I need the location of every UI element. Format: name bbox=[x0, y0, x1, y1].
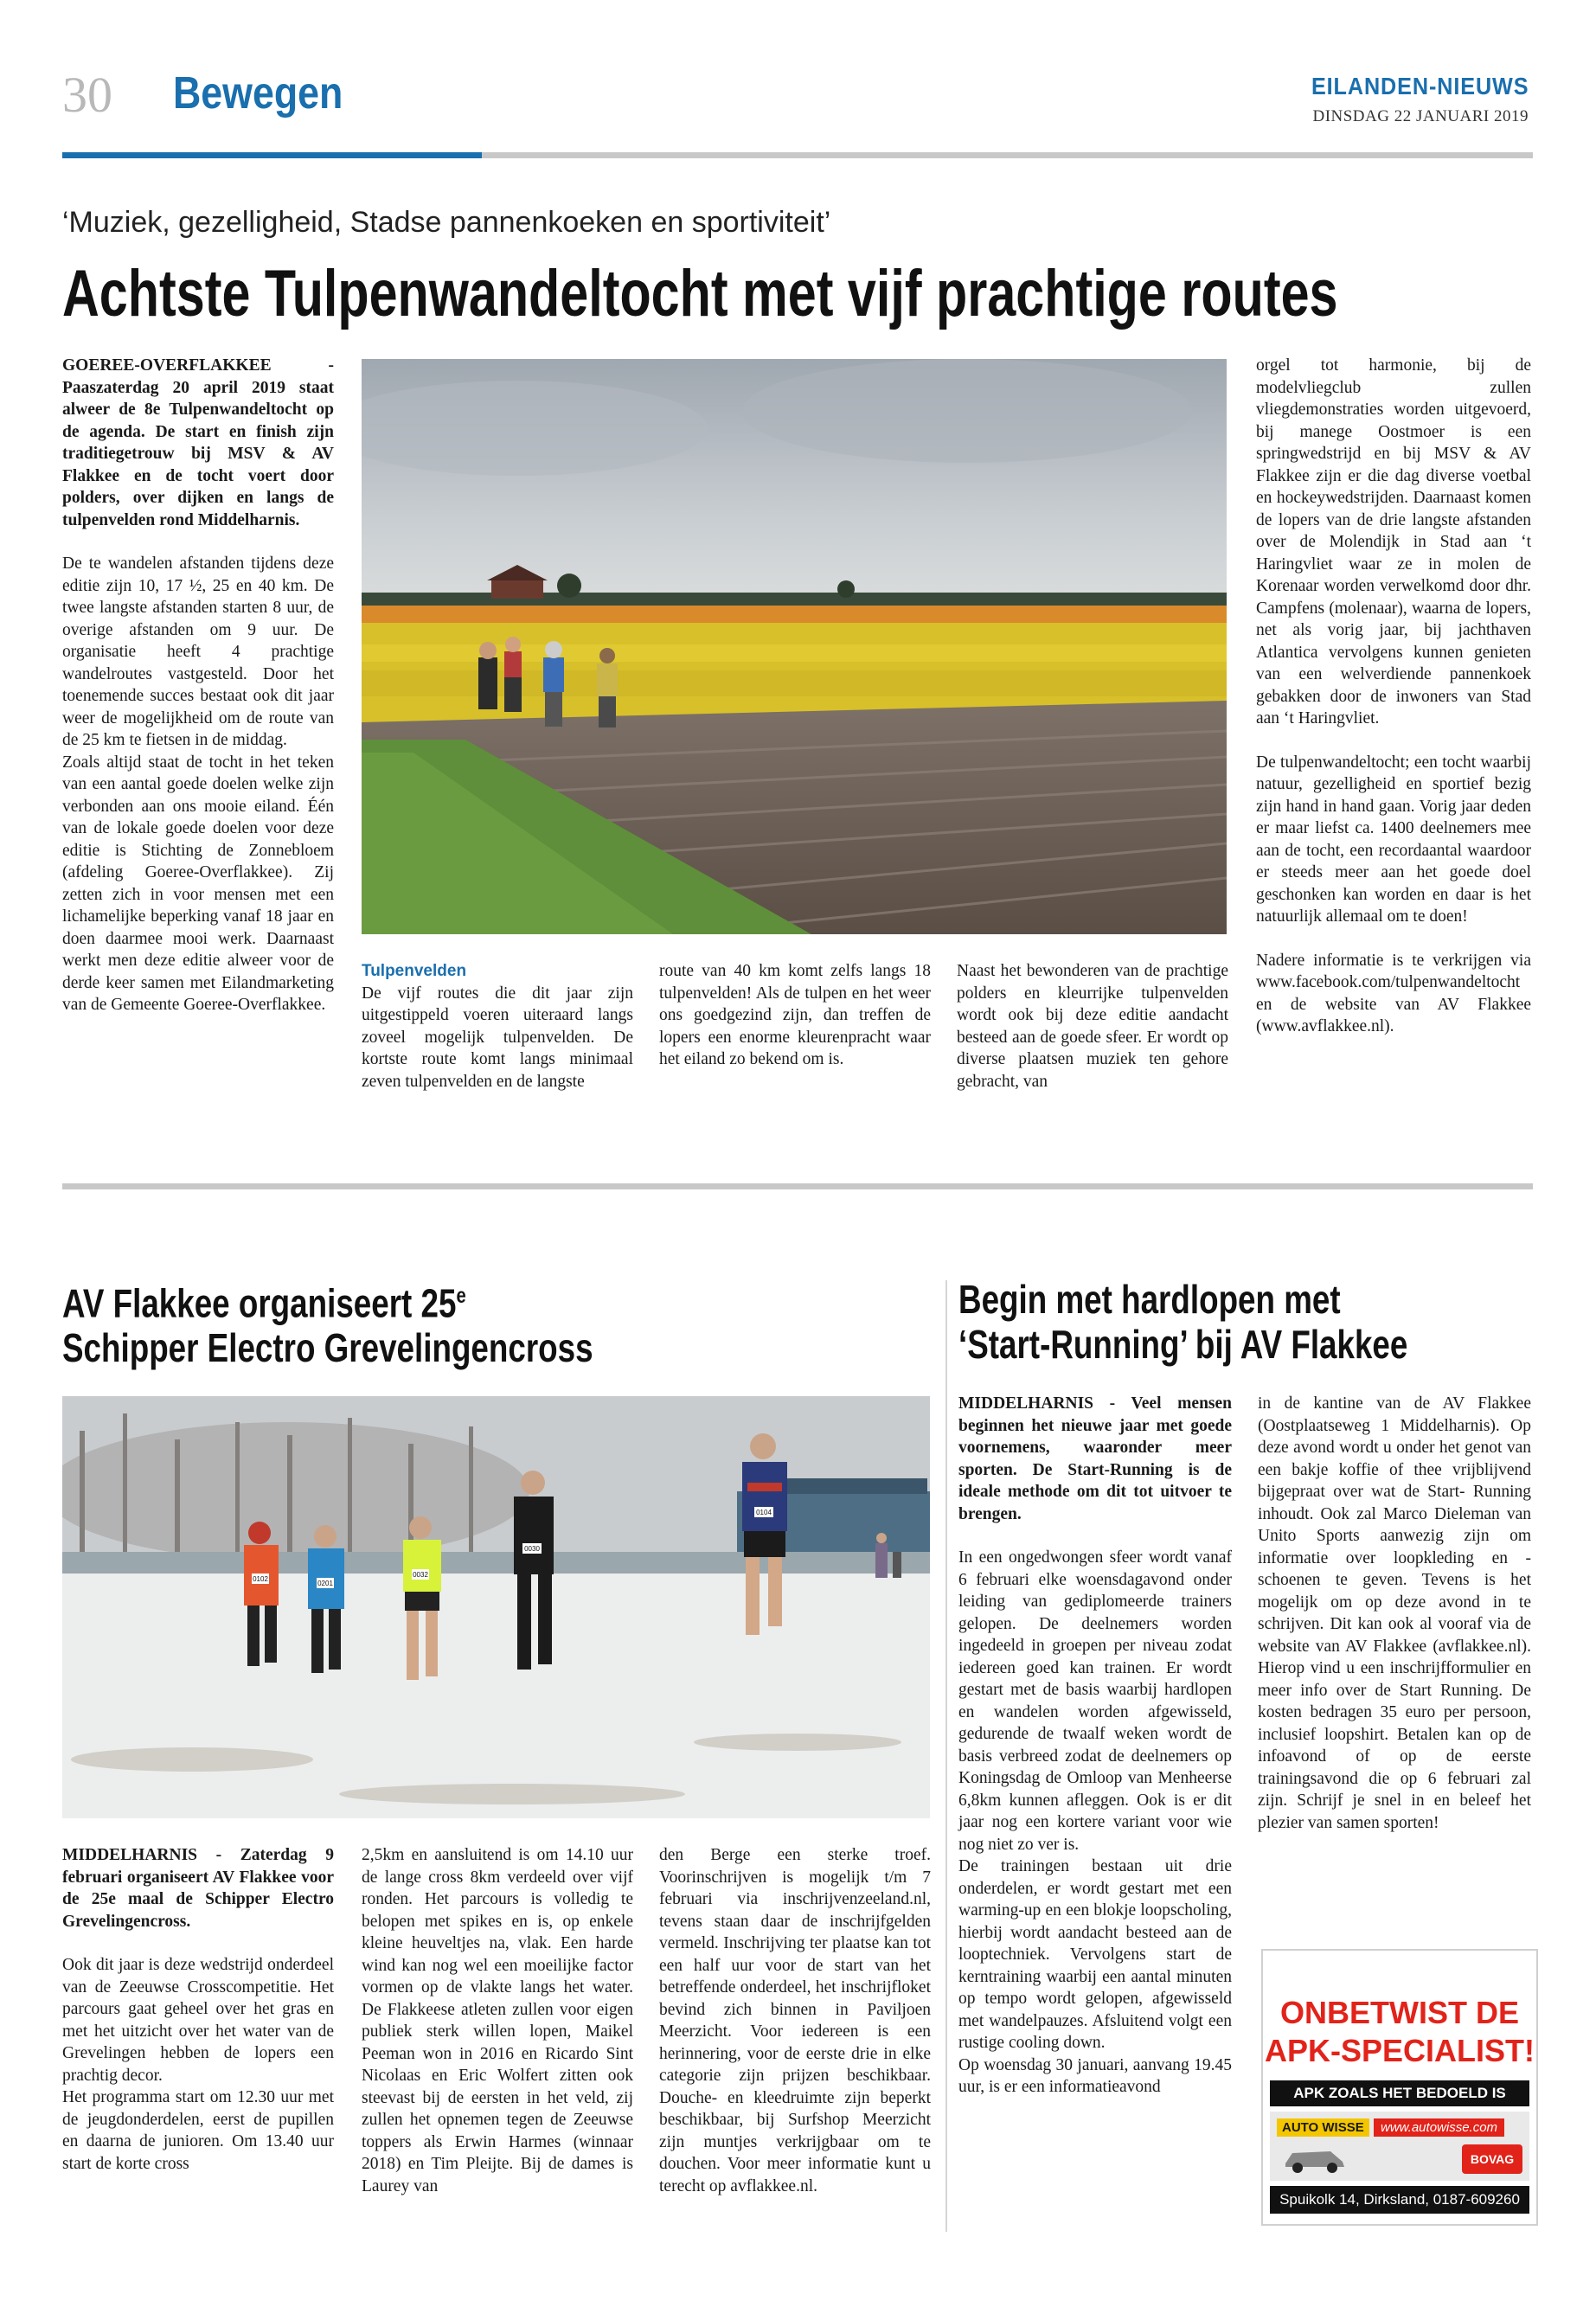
article-paragraph: De vijf routes die dit jaar zijn uitgestippeld voeren uiteraard langs zoveel mogelijk tulpenvelden. De kortste route komt langs minimaal zeven tulpenvelden en de langste bbox=[362, 984, 633, 1091]
bib-number: 0032 bbox=[413, 1571, 428, 1579]
article2-paragraph: Ook dit jaar is deze wedstrijd onderdeel van de Zeeuwse Crosscompetitie. Het parcours gaat geheel over het gras en met het uitzicht over het water van de Grevelingen hebben de lopers een prachtig decor. Het programma start om 12.30 uur met de jeugdonderdelen, eerst de pupillen en daarna de junioren. Om 13.40 uur start de korte cross bbox=[62, 1956, 334, 2173]
bib-number: 0102 bbox=[253, 1575, 268, 1583]
subhead-tulpenvelden: Tulpenvelden bbox=[362, 962, 467, 980]
article-paragraph: Naast het bewonderen van de prachtige polders en kleurrijke tulpenvelden wordt ook bij deze editie aandacht besteed aan de goede sfeer. Er wordt op diverse plaatsen muziek ten gehore gebracht, van bbox=[957, 962, 1228, 1091]
bib-number: 0104 bbox=[756, 1509, 772, 1516]
article-column-2 bbox=[362, 960, 633, 1093]
apk-advertisement[interactable] bbox=[1261, 1949, 1538, 2226]
farmhouse bbox=[491, 580, 543, 599]
article-divider bbox=[62, 1183, 1533, 1189]
article-lead: GOEREE-OVERFLAKKEE - Paaszaterdag 20 april 2019 staat alweer de 8e Tulpenwandeltocht op de agenda. De start en finish zijn traditiegetrouw bij MSV & AV Flakkee en de tocht voert door polders, over dijken en langs de tulpenvelden rond Middelharnis. bbox=[62, 356, 334, 529]
page-number: 30 bbox=[62, 67, 112, 123]
article-paragraph: route van 40 km komt zelfs langs 18 tulpenvelden! Als de tulpen en het weer ons goedgezind zijn, dan treffen de lopers een enorme kleurenpracht waar het eiland zo bekend om is. bbox=[659, 962, 931, 1068]
ad-title: ONBETWIST DE APK-SPECIALIST! bbox=[1264, 1995, 1535, 2068]
article2-headline bbox=[62, 1273, 593, 1370]
cross-runners-illustration bbox=[62, 1396, 930, 1818]
cross-runners-photo bbox=[62, 1396, 930, 1818]
section-title: Bewegen bbox=[173, 68, 343, 119]
article-column-4 bbox=[957, 960, 1228, 1093]
article-paragraph: orgel tot harmonie, bij de modelvliegclub zullen vliegdemonstraties worden uitgevoerd, bij manege Oostmoer is een springwedstrijd en bij MSV & AV Flakkee zijn er die dag diverse voetbal en hockeywedstrijden. Daarnaast komen de lopers van de drie langste afstanden over de Molendijk in Stad aan ‘t Haringvliet waar ze in molen de Korenaar worden verwelkomd door dhr. Campfens (molenaar), waarna de lopers, net als vorig jaar, bij jachthaven Atlantica vervolgens kunnen genieten van een welverdiende pannenkoek gebakken door de inwoners van Stad aan ‘t Haringvliet. bbox=[1256, 356, 1531, 727]
article2-column-1 bbox=[62, 1844, 334, 2175]
article3-column-1 bbox=[958, 1393, 1232, 2099]
article3-paragraph: In een ongedwongen sfeer wordt vanaf 6 februari elke woensdagavond onder leiding van gediplomeerde trainers gelopen. De deelnemers worden ingedeeld in groepen per niveau zodat iedereen goed kan trainen. Er wordt gestart met de basis waarbij hardlopen en wandelen worden afgewisseld, gedurende de twaalf weken wordt de basis verbreed zodat de deelnemers op Koningsdag de Omloop van Menheerse 6,8km kunnen afleggen. Ook is er dit jaar nog een kortere variant voor wie nog niet zo ver is. De trainingen bestaan uit drie onderdelen, er wordt gestart met een warming-up en een blokje loopscholing, hierbij wordt aandacht besteed aan de looptechniek. Vervolgens start de kerntraining waarbij een aantal minuten op tempo wordt gelopen, afgewisseld met wandelpauzes. Afsluitend volgt een rustige cooling down. Op woensdag 30 januari, aanvang 19.45 uur, is er een informatieavond bbox=[958, 1548, 1232, 2096]
article2-headline-line2: Schipper Electro Grevelingencross bbox=[62, 1325, 593, 1371]
article2-headline-sup: e bbox=[456, 1284, 466, 1308]
ad-logo-strip bbox=[1270, 2112, 1529, 2181]
article-column-5 bbox=[1256, 355, 1531, 1038]
car-icon bbox=[1280, 2143, 1349, 2178]
auto-wisse-logo: AUTO WISSE bbox=[1277, 2118, 1369, 2137]
ad-website[interactable]: www.autowisse.com bbox=[1374, 2118, 1504, 2137]
ad-tagline: APK ZOALS HET BEDOELD IS bbox=[1270, 2080, 1529, 2106]
tulip-field-illustration bbox=[362, 359, 1227, 934]
article2-column-2 bbox=[362, 1844, 633, 2197]
article3-paragraph: in de kantine van de AV Flakkee (Oostplaatseweg 1 Middelharnis). Op deze avond wordt u onder het genot van een bakje koffie of thee vrijblijvend bijgepraat over wat de Start- Running inhoudt. Ook zal Marco Dieleman van Unito Sports aanwezig zijn om informatie over loopkleding en -schoenen te geven. Tevens is het mogelijk om op deze avond in te schrijven. Dit kan ook al vooraf via de website van AV Flakkee (avflakkee.nl). Hierop vind u een inschrijfformulier en meer info over de Start Running. De kosten bedragen 35 euro per persoon, inclusief loopshirt. Betalen kan op de infoavond of op de eerste trainingsavond die op 6 februari zal zijn. Schrijf je snel in en beleef het plezier van samen sporten! bbox=[1258, 1394, 1531, 1832]
article-kicker: ‘Muziek, gezelligheid, Stadse pannenkoeken en sportiviteit’ bbox=[62, 206, 831, 239]
issue-date: DINSDAG 22 JANUARI 2019 bbox=[1312, 107, 1529, 125]
article2-paragraph: den Berge een sterke troef. Voorinschrijven is mogelijk t/m 7 februari via inschrijvenzeeland.nl, tevens staan daar de inschrijfgelden vermeld. Inschrijving ter plaatse kan tot een half uur voor de start van het betreffende onderdeel, het inschrijfloket bevind zich binnen in Paviljoen Meerzicht. Voor iedereen is een herinnering, voor de eerste drie in elke categorie zijn prijzen beschikbaar. Douche- en kleedruimte zijn beperkt beschikbaar, bij Surfshop Meerzicht zijn muntjes verkrijgbaar om te douchen. Voor meer informatie kunt u terecht op avflakkee.nl. bbox=[659, 1846, 931, 2195]
article3-headline-line2: ‘Start-Running’ bij AV Flakkee bbox=[958, 1322, 1408, 1367]
bovag-badge: BOVAG bbox=[1462, 2144, 1522, 2174]
article-column-3 bbox=[659, 960, 931, 1071]
article3-headline bbox=[958, 1277, 1407, 1367]
article3-headline-line1: Begin met hardlopen met bbox=[958, 1277, 1341, 1322]
section-accent-rule bbox=[62, 152, 482, 158]
article3-column-rule bbox=[945, 1280, 947, 2232]
article-column-1 bbox=[62, 355, 334, 1016]
bib-number: 0030 bbox=[524, 1545, 540, 1553]
masthead-logo: EILANDEN-NIEUWS bbox=[1311, 73, 1529, 99]
article2-column-3 bbox=[659, 1844, 931, 2197]
article-paragraph: De tulpenwandeltocht; een tocht waarbij natuur, gezelligheid en sportief bezig zijn hand in hand gaan. Vorig jaar deden er maar liefst ca. 1400 deelnemers mee aan de tocht, een recordaantal waardoor er steeds meer aan het goede doel geschonken kan worden en daar is het natuurlijk allemaal om te doen! bbox=[1256, 753, 1531, 926]
article2-paragraph: 2,5km en aansluitend is om 14.10 uur de lange cross 8km verdeeld over vijf ronden. Het parcours is volledig te belopen met spikes en is, op enkele kleine heuveltjes na, vlak. Een harde wind kan nog wel een moeilijke factor vormen op de vlakte langs het water. De Flakkeese atleten zullen voor eigen publiek sterk willen lopen, Maikel Peeman won in 2016 en Ricardo Sint Nicolaas en Eric Wolfert zitten ook steevast bij de eersten in het veld, zij zullen het opnemen tegen de Zeeuwse toppers als Erwin Harmes (winnaar 2018) en Tim Pleijte. Bij de dames is Laurey van bbox=[362, 1846, 633, 2195]
article-paragraph: Nadere informatie is te verkrijgen via www.facebook.com/tulpenwandeltocht en de website van AV Flakkee (www.avflakkee.nl). bbox=[1256, 951, 1531, 1035]
article-headline: Achtste Tulpenwandeltocht met vijf prachtige routes bbox=[62, 257, 1338, 330]
article3-column-2 bbox=[1258, 1393, 1531, 1834]
article2-lead: MIDDELHARNIS - Zaterdag 9 februari organiseert AV Flakkee voor de 25e maal de Schipper Electro Grevelingencross. bbox=[62, 1846, 334, 1931]
article3-lead: MIDDELHARNIS - Veel mensen beginnen het nieuwe jaar met goede voornemens, waaronder meer sporten. De Start-Running is de ideale methode om dit tot uitvoer te brengen. bbox=[958, 1394, 1232, 1523]
ad-address: Spuikolk 14, Dirksland, 0187-609260 bbox=[1270, 2186, 1529, 2214]
article-paragraph: De te wandelen afstanden tijdens deze editie zijn 10, 17 ½, 25 en 40 km. De twee langste afstanden starten 8 uur, de overige afstanden om 9 uur. De organisatie heeft 4 prachtige wandelroutes vastgesteld. Door het toenemende succes bestaat ook dit jaar weer de mogelijkheid om de route van de 25 km te fietsen in de middag. bbox=[62, 554, 334, 749]
bib-number: 0201 bbox=[317, 1580, 333, 1587]
article2-headline-line1: AV Flakkee organiseert 25 bbox=[62, 1280, 457, 1326]
article-paragraph: Zoals altijd staat de tocht in het teken van een aantal goede doelen welke zijn verbonden aan ons mooie eiland. Één van de lokale goede doelen voor deze editie is Stichting de Zonnebloem (afdeling Goeree-Overflakkee). Zij zetten zich in voor mensen met een lichamelijke beperking vanaf 18 jaar en doen daarmee mooi werk. Daarnaast werkt men deze editie alweer voor de derde keer samen met Eilandmarketing van de Gemeente Goeree-Overflakkee. bbox=[62, 753, 334, 1014]
tulip-field-photo bbox=[362, 359, 1227, 934]
